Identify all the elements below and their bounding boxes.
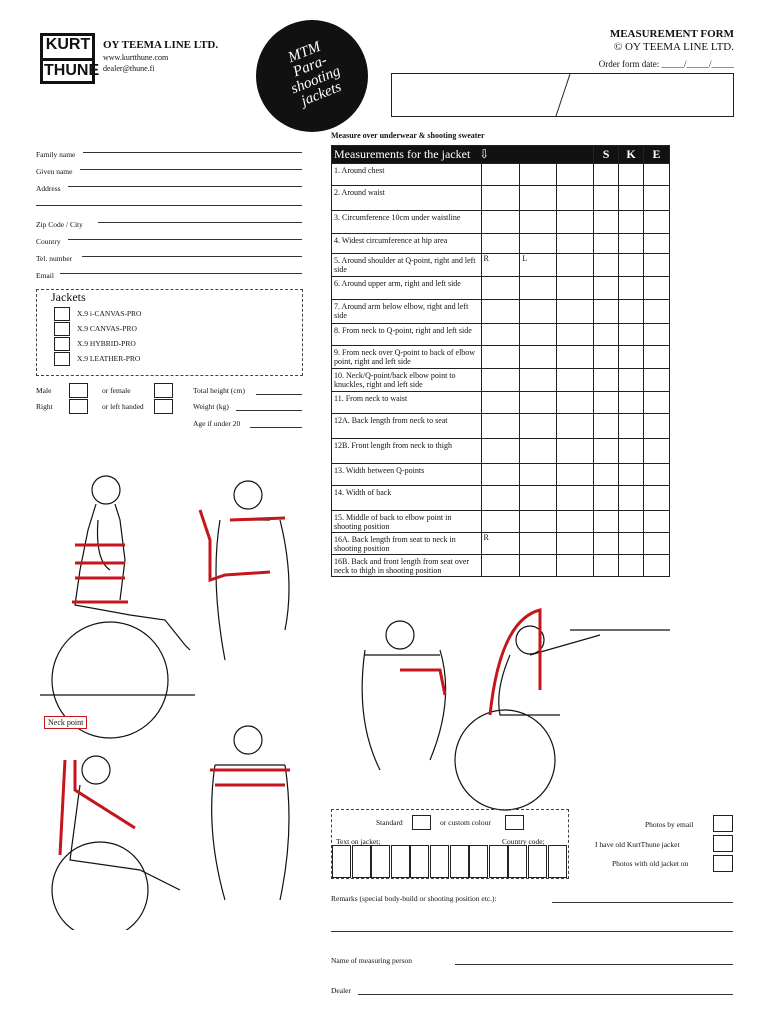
measurement-cell[interactable] — [644, 414, 670, 439]
measurement-cell[interactable] — [520, 164, 557, 186]
measurement-cell[interactable] — [520, 414, 557, 439]
measurement-cell[interactable] — [481, 414, 520, 439]
seated-side-red-lines — [60, 760, 135, 855]
letter-cell[interactable] — [430, 845, 449, 878]
measurement-cell[interactable] — [594, 346, 619, 369]
measurement-label: 8. From neck to Q-point, right and left side — [332, 324, 482, 346]
measurement-label: 3. Circumference 10cm under waistline — [332, 211, 482, 234]
measurements-title: Measurements for the jacket ⇩ — [332, 146, 594, 164]
age-label: Age if under 20 — [193, 419, 241, 428]
female-label: or female — [102, 386, 131, 395]
website-link[interactable]: www.kurtthune.com — [103, 53, 169, 62]
weight-field[interactable] — [236, 410, 302, 411]
measurement-cell[interactable] — [594, 254, 619, 277]
measurement-cell[interactable] — [557, 414, 594, 439]
measurement-cell[interactable] — [619, 414, 644, 439]
measurement-cell[interactable] — [520, 369, 557, 392]
measurement-cell[interactable] — [557, 186, 594, 211]
measurement-cell[interactable] — [557, 254, 594, 277]
text-on-jacket-grid[interactable] — [332, 833, 568, 878]
measurement-cell[interactable] — [619, 346, 644, 369]
measurement-cell[interactable] — [594, 186, 619, 211]
measurement-cell[interactable] — [644, 369, 670, 392]
letter-cell[interactable] — [371, 845, 390, 878]
photos-email-label: Photos by email — [645, 820, 694, 829]
back-width-red-lines — [210, 770, 290, 785]
measurement-cell[interactable] — [520, 300, 557, 324]
measurement-cell[interactable] — [594, 300, 619, 324]
address-row-2[interactable] — [36, 195, 302, 214]
measurement-row — [332, 277, 670, 300]
remarks-field[interactable] — [552, 902, 733, 903]
measurement-row — [332, 254, 670, 277]
photos-old-label: Photos with old jacket on — [612, 859, 689, 868]
measurement-cell[interactable] — [594, 164, 619, 186]
measurement-cell[interactable] — [520, 186, 557, 211]
customer-details — [36, 144, 302, 282]
measurement-cell[interactable] — [557, 211, 594, 234]
measurement-cell[interactable]: L — [520, 254, 557, 277]
measurement-cell[interactable]: R — [481, 254, 520, 277]
measurement-row — [332, 414, 670, 439]
measurement-label: 7. Around arm below elbow, right and left side — [332, 300, 482, 324]
copyright: © OY TEEMA LINE LTD. — [613, 41, 734, 53]
measurement-cell[interactable] — [594, 234, 619, 254]
height-label: Total height (cm) — [193, 386, 245, 395]
measurement-label: 5. Around shoulder at Q-point, right and left side — [332, 254, 482, 277]
front-figure — [216, 481, 289, 660]
letter-cell[interactable] — [332, 845, 351, 878]
measurement-label: 12A. Back length from neck to seat — [332, 414, 482, 439]
old-jacket-label: I have old KurtThune jacket — [595, 840, 680, 849]
measurement-cell[interactable] — [557, 324, 594, 346]
mtm-badge-text: MTM Para-shooting jackets — [286, 38, 344, 110]
logo-text-bottom: THUNE — [44, 62, 100, 79]
form-title: MEASUREMENT FORM — [609, 28, 734, 40]
measurement-cell[interactable] — [557, 392, 594, 414]
measurement-cell[interactable] — [644, 234, 670, 254]
measurement-cell[interactable] — [619, 300, 644, 324]
measurement-label: 16B. Back and front length from seat over neck to thigh in shooting position — [332, 555, 482, 577]
measurement-cell[interactable] — [481, 234, 520, 254]
measurement-cell[interactable] — [520, 234, 557, 254]
measurement-label: 12B. Front length from neck to thigh — [332, 439, 482, 464]
measurement-cell[interactable] — [481, 277, 520, 300]
measurement-row — [332, 346, 670, 369]
left-handed-checkbox[interactable] — [154, 399, 173, 414]
age-field[interactable] — [250, 427, 302, 428]
measurement-cell[interactable] — [644, 186, 670, 211]
colour-panel — [331, 809, 569, 879]
family-name-row[interactable]: Family name — [36, 144, 302, 161]
measurement-cell[interactable] — [557, 234, 594, 254]
measurement-label: 10. Neck/Q-point/back elbow point to knuckles, right and left side — [332, 369, 482, 392]
given-name-row[interactable]: Given name — [36, 161, 302, 178]
measurement-label: 15. Middle of back to elbow point in shooting position — [332, 511, 482, 533]
letter-cell[interactable] — [548, 845, 567, 878]
measurement-cell[interactable] — [557, 346, 594, 369]
measurement-cell[interactable] — [594, 277, 619, 300]
country-code-label: Country code; — [502, 837, 545, 846]
measurement-cell[interactable] — [594, 392, 619, 414]
measurement-cell[interactable] — [619, 254, 644, 277]
measurement-cell[interactable] — [644, 164, 670, 186]
country-row[interactable]: Country — [36, 231, 302, 248]
seated-figure — [40, 476, 195, 738]
measurement-cell[interactable] — [520, 346, 557, 369]
old-jacket-checkbox[interactable] — [713, 835, 733, 852]
dealer-label: Dealer — [331, 986, 351, 995]
right-label: Right — [36, 402, 53, 411]
photos-email-checkbox[interactable] — [713, 815, 733, 832]
dealer-field[interactable] — [358, 994, 733, 995]
remarks-field-2[interactable] — [331, 931, 733, 932]
logo-text-top: KURT — [45, 36, 91, 53]
mtm-badge — [256, 20, 368, 132]
letter-cell[interactable] — [469, 845, 488, 878]
measurement-label: 13. Width between Q-points — [332, 464, 482, 486]
measurement-label: 9. From neck over Q-point to back of elbow point, right and left side — [332, 346, 482, 369]
measurement-cell[interactable] — [520, 277, 557, 300]
measurement-cell[interactable] — [557, 164, 594, 186]
measurement-cell[interactable] — [557, 300, 594, 324]
weight-label: Weight (kg) — [193, 402, 229, 411]
measurement-cell[interactable] — [619, 164, 644, 186]
measurement-label: 2. Around waist — [332, 186, 482, 211]
measurement-cell[interactable] — [644, 211, 670, 234]
measurement-label: 6. Around upper arm, right and left side — [332, 277, 482, 300]
measurement-row — [332, 234, 670, 254]
measuring-person-label: Name of measuring person — [331, 956, 413, 965]
measurement-cell[interactable] — [520, 211, 557, 234]
col-e: E — [644, 146, 670, 164]
back-figure — [362, 621, 445, 770]
left-handed-label: or left handed — [102, 402, 144, 411]
text-on-jacket-label: Text on jacket; — [336, 837, 381, 846]
measurement-cell[interactable] — [481, 300, 520, 324]
measurement-cell[interactable] — [481, 392, 520, 414]
email-row[interactable]: Email — [36, 265, 302, 282]
company-name: OY TEEMA LINE LTD. — [103, 39, 219, 51]
measurement-cell[interactable] — [619, 277, 644, 300]
letter-cell[interactable] — [410, 845, 429, 878]
back-width-figure — [212, 726, 289, 900]
remarks-label: Remarks (special body-build or shooting position etc.): — [331, 894, 497, 903]
measurement-cell[interactable] — [481, 324, 520, 346]
measurement-label: 14. Width of back — [332, 486, 482, 511]
height-field[interactable] — [256, 394, 302, 395]
measurement-row — [332, 211, 670, 234]
measurement-row — [332, 324, 670, 346]
measurement-cell[interactable] — [520, 392, 557, 414]
measurement-cell[interactable] — [644, 346, 670, 369]
letter-cell[interactable] — [528, 845, 547, 878]
measurement-cell[interactable] — [557, 369, 594, 392]
measurement-cell[interactable] — [619, 392, 644, 414]
letter-cell[interactable] — [489, 845, 508, 878]
measurement-cell[interactable] — [619, 186, 644, 211]
kurtthune-logo — [40, 33, 100, 84]
measurement-cell[interactable] — [619, 211, 644, 234]
measurement-cell[interactable] — [619, 234, 644, 254]
measurement-cell[interactable] — [619, 324, 644, 346]
measurement-cell[interactable] — [644, 392, 670, 414]
photos-old-checkbox[interactable] — [713, 855, 733, 872]
order-date-field[interactable]: Order form date: _____/_____/_____ — [598, 59, 734, 69]
dealer-email[interactable]: dealer@thune.fi — [103, 64, 155, 73]
measurement-cell[interactable] — [481, 211, 520, 234]
measurement-row — [332, 164, 670, 186]
measuring-person-field[interactable] — [455, 964, 733, 965]
letter-cell[interactable] — [391, 845, 410, 878]
male-label: Male — [36, 386, 52, 395]
seated-side-figure — [52, 756, 180, 930]
front-figure-red-lines — [200, 510, 285, 580]
address-row[interactable]: Address — [36, 178, 302, 195]
measurement-cell[interactable] — [619, 369, 644, 392]
measurement-cell[interactable] — [644, 254, 670, 277]
jackets-title: Jackets — [51, 290, 86, 304]
measurement-label: 16A. Back length from seat to neck in shooting position — [332, 533, 482, 555]
measurement-cell[interactable] — [481, 346, 520, 369]
measurement-cell[interactable] — [594, 369, 619, 392]
measurement-cell[interactable] — [481, 186, 520, 211]
letter-cell[interactable] — [450, 845, 469, 878]
measurement-row — [332, 392, 670, 414]
measurement-cell[interactable]: R — [481, 533, 520, 555]
shooting-figure — [455, 626, 670, 810]
measurement-row — [332, 300, 670, 324]
back-figure-red-lines — [400, 670, 445, 695]
measurement-cell[interactable] — [520, 324, 557, 346]
standard-label: Standard — [376, 818, 403, 827]
zip-city-row[interactable]: Zip Code / City — [36, 214, 302, 231]
measurement-cell[interactable] — [644, 277, 670, 300]
measurement-cell[interactable] — [594, 324, 619, 346]
custom-colour-label: or custom colour — [440, 818, 491, 827]
female-checkbox[interactable] — [154, 383, 173, 398]
measurement-label: 1. Around chest — [332, 164, 482, 186]
letter-cell[interactable] — [508, 845, 527, 878]
col-k: K — [619, 146, 644, 164]
neck-point-label: Neck point — [44, 716, 87, 729]
measurement-cell[interactable] — [644, 324, 670, 346]
jackets-panel: Jackets X.9 i-CANVAS-PRO X.9 CANVAS-PRO X.9 HYBRID-PRO X.9 LEATHER-PRO — [36, 289, 303, 376]
measurement-row — [332, 369, 670, 392]
measurement-cell[interactable] — [481, 369, 520, 392]
measurement-cell[interactable] — [594, 211, 619, 234]
measurement-cell[interactable] — [481, 164, 520, 186]
measurement-label: 4. Widest circumference at hip area — [332, 234, 482, 254]
measurement-cell[interactable] — [557, 277, 594, 300]
measurement-row — [332, 186, 670, 211]
col-s: S — [594, 146, 619, 164]
custom-colour-checkbox[interactable] — [505, 815, 524, 830]
letter-cell[interactable] — [352, 845, 371, 878]
measure-note: Measure over underwear & shooting sweater — [331, 131, 485, 140]
tel-row[interactable]: Tel. number — [36, 248, 302, 265]
measurement-cell[interactable] — [594, 414, 619, 439]
standard-colour-checkbox[interactable] — [412, 815, 431, 830]
measurement-cell[interactable] — [644, 300, 670, 324]
dealer-stamp-box[interactable] — [391, 73, 734, 117]
measurement-label: 11. From neck to waist — [332, 392, 482, 414]
right-handed-checkbox[interactable] — [69, 399, 88, 414]
male-checkbox[interactable] — [69, 383, 88, 398]
